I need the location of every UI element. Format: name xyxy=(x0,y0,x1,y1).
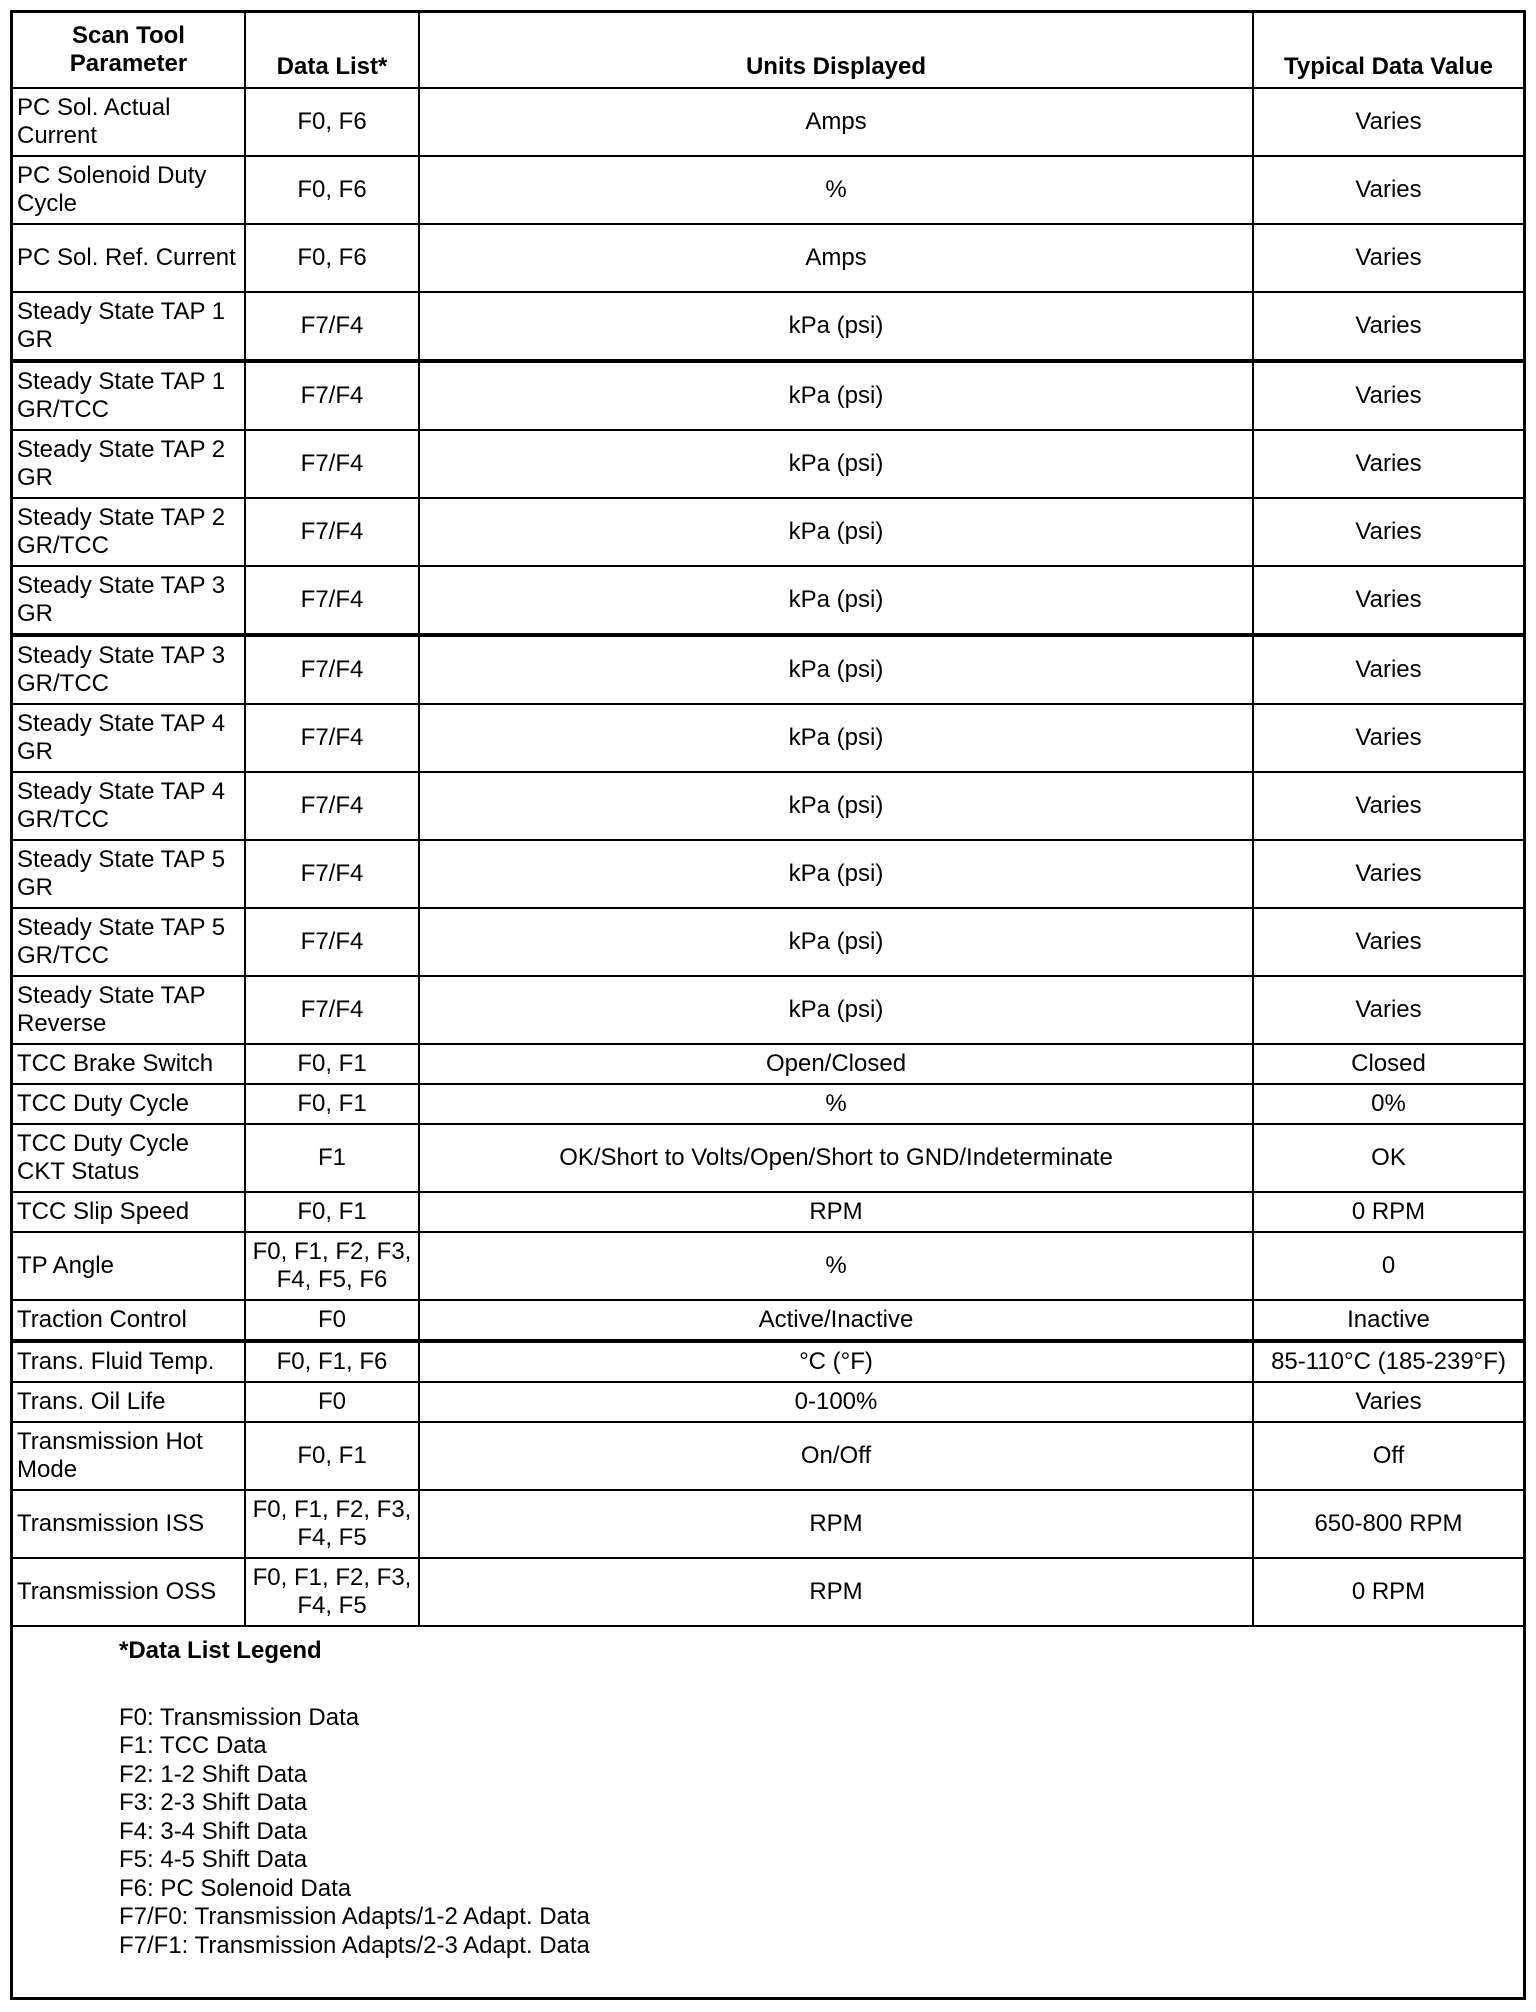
units-cell: kPa (psi) xyxy=(419,566,1253,635)
legend-item: F2: 1-2 Shift Data xyxy=(119,1760,308,1788)
parameter-cell: Steady State TAP 3 GR xyxy=(13,566,245,635)
data-list-cell: F0, F1 xyxy=(245,1422,419,1490)
parameter-cell: Transmission ISS xyxy=(13,1490,245,1558)
data-list-cell: F0, F6 xyxy=(245,156,419,224)
data-list-cell: F7/F4 xyxy=(245,908,419,976)
table-row xyxy=(13,1490,1523,1558)
data-list-cell: F7/F4 xyxy=(245,772,419,840)
typical-value-cell: Varies xyxy=(1253,976,1523,1044)
parameter-cell: Steady State TAP 5 GR/TCC xyxy=(13,908,245,976)
units-cell: kPa (psi) xyxy=(419,292,1253,361)
table-row xyxy=(13,1558,1523,1626)
typical-value-cell: Varies xyxy=(1253,156,1523,224)
table-row xyxy=(13,1192,1523,1232)
data-list-cell: F7/F4 xyxy=(245,430,419,498)
table-row xyxy=(13,566,1523,635)
table-row xyxy=(13,840,1523,908)
parameter-cell: TCC Duty Cycle CKT Status xyxy=(13,1124,245,1192)
table-row xyxy=(13,1124,1523,1192)
data-list-cell: F0 xyxy=(245,1300,419,1341)
header-units: Units Displayed xyxy=(419,13,1253,88)
data-list-cell: F0, F1, F2, F3, F4, F5 xyxy=(245,1558,419,1626)
typical-value-cell: Varies xyxy=(1253,635,1523,704)
header-row xyxy=(13,13,1523,88)
typical-value-cell: 650-800 RPM xyxy=(1253,1490,1523,1558)
data-list-cell: F7/F4 xyxy=(245,840,419,908)
parameter-cell: PC Solenoid Duty Cycle xyxy=(13,156,245,224)
data-list-cell: F7/F4 xyxy=(245,361,419,430)
table-row xyxy=(13,430,1523,498)
data-list-cell: F7/F4 xyxy=(245,976,419,1044)
units-cell: Active/Inactive xyxy=(419,1300,1253,1341)
typical-value-cell: 0 RPM xyxy=(1253,1558,1523,1626)
table-row xyxy=(13,498,1523,566)
parameter-cell: TCC Brake Switch xyxy=(13,1044,245,1084)
typical-value-cell: 0 RPM xyxy=(1253,1192,1523,1232)
units-cell: 0-100% xyxy=(419,1382,1253,1422)
units-cell: Open/Closed xyxy=(419,1044,1253,1084)
parameter-cell: Transmission OSS xyxy=(13,1558,245,1626)
units-cell: kPa (psi) xyxy=(419,908,1253,976)
table-row xyxy=(13,1084,1523,1124)
typical-value-cell: 0 xyxy=(1253,1232,1523,1300)
parameter-cell: Trans. Fluid Temp. xyxy=(13,1341,245,1382)
legend-item: F1: TCC Data xyxy=(119,1732,267,1759)
table-row xyxy=(13,292,1523,361)
typical-value-cell: Off xyxy=(1253,1422,1523,1490)
legend-item: F6: PC Solenoid Data xyxy=(119,1874,352,1902)
parameter-cell: Transmission Hot Mode xyxy=(13,1422,245,1490)
units-cell: kPa (psi) xyxy=(419,772,1253,840)
units-cell: kPa (psi) xyxy=(419,361,1253,430)
parameter-cell: Steady State TAP 2 GR xyxy=(13,430,245,498)
header-parameter: Scan Tool Parameter xyxy=(13,13,245,88)
typical-value-cell: Varies xyxy=(1253,224,1523,292)
parameter-cell: Trans. Oil Life xyxy=(13,1382,245,1422)
legend-title: *Data List Legend xyxy=(119,1637,322,1664)
table-row xyxy=(13,908,1523,976)
table-row xyxy=(13,156,1523,224)
units-cell: RPM xyxy=(419,1490,1253,1558)
document-page xyxy=(10,10,1526,2000)
data-list-cell: F0, F1 xyxy=(245,1192,419,1232)
units-cell: °C (°F) xyxy=(419,1341,1253,1382)
units-cell: kPa (psi) xyxy=(419,430,1253,498)
typical-value-cell: OK xyxy=(1253,1124,1523,1192)
table-row xyxy=(13,1341,1523,1382)
typical-value-cell: Closed xyxy=(1253,1044,1523,1084)
data-list-cell: F0, F1, F6 xyxy=(245,1341,419,1382)
typical-value-cell: Varies xyxy=(1253,430,1523,498)
typical-value-cell: Varies xyxy=(1253,908,1523,976)
legend-item: F7/F0: Transmission Adapts/1-2 Adapt. Data xyxy=(119,1903,590,1930)
data-list-legend xyxy=(13,1627,1523,1960)
data-list-cell: F0, F1, F2, F3, F4, F5, F6 xyxy=(245,1232,419,1300)
parameter-cell: Steady State TAP 1 GR/TCC xyxy=(13,361,245,430)
typical-value-cell: Varies xyxy=(1253,88,1523,156)
parameter-cell: PC Sol. Ref. Current xyxy=(13,224,245,292)
typical-value-cell: Varies xyxy=(1253,498,1523,566)
scan-tool-data-table xyxy=(13,13,1523,1627)
typical-value-cell: Varies xyxy=(1253,772,1523,840)
units-cell: RPM xyxy=(419,1192,1253,1232)
legend-item: F0: Transmission Data xyxy=(119,1703,360,1731)
data-list-cell: F7/F4 xyxy=(245,566,419,635)
table-row xyxy=(13,772,1523,840)
parameter-cell: PC Sol. Actual Current xyxy=(13,88,245,156)
header-typical-value: Typical Data Value xyxy=(1253,13,1523,88)
typical-value-cell: Varies xyxy=(1253,704,1523,772)
table-row xyxy=(13,704,1523,772)
parameter-cell: Steady State TAP 2 GR/TCC xyxy=(13,498,245,566)
units-cell: kPa (psi) xyxy=(419,704,1253,772)
units-cell: On/Off xyxy=(419,1422,1253,1490)
typical-value-cell: Varies xyxy=(1253,840,1523,908)
units-cell: OK/Short to Volts/Open/Short to GND/Indeterminate xyxy=(419,1124,1253,1192)
parameter-cell: Traction Control xyxy=(13,1300,245,1341)
units-cell: Amps xyxy=(419,224,1253,292)
parameter-cell: TCC Slip Speed xyxy=(13,1192,245,1232)
data-list-cell: F0 xyxy=(245,1382,419,1422)
table-row xyxy=(13,635,1523,704)
typical-value-cell: 85-110°C (185-239°F) xyxy=(1253,1341,1523,1382)
legend-item: F3: 2-3 Shift Data xyxy=(119,1789,308,1816)
data-list-cell: F7/F4 xyxy=(245,635,419,704)
typical-value-cell: Inactive xyxy=(1253,1300,1523,1341)
units-cell: kPa (psi) xyxy=(419,976,1253,1044)
parameter-cell: Steady State TAP 5 GR xyxy=(13,840,245,908)
units-cell: kPa (psi) xyxy=(419,635,1253,704)
typical-value-cell: Varies xyxy=(1253,1382,1523,1422)
table-row xyxy=(13,88,1523,156)
data-list-cell: F0, F1 xyxy=(245,1084,419,1124)
parameter-cell: Steady State TAP 4 GR/TCC xyxy=(13,772,245,840)
typical-value-cell: Varies xyxy=(1253,566,1523,635)
legend-item: F7/F1: Transmission Adapts/2-3 Adapt. Data xyxy=(119,1931,590,1959)
table-row xyxy=(13,361,1523,430)
parameter-cell: Steady State TAP Reverse xyxy=(13,976,245,1044)
table-row xyxy=(13,1232,1523,1300)
units-cell: kPa (psi) xyxy=(419,498,1253,566)
units-cell: RPM xyxy=(419,1558,1253,1626)
legend-item: F4: 3-4 Shift Data xyxy=(119,1817,308,1845)
parameter-cell: TCC Duty Cycle xyxy=(13,1084,245,1124)
data-list-cell: F0, F1 xyxy=(245,1044,419,1084)
data-list-cell: F1 xyxy=(245,1124,419,1192)
parameter-cell: TP Angle xyxy=(13,1232,245,1300)
units-cell: Amps xyxy=(419,88,1253,156)
typical-value-cell: 0% xyxy=(1253,1084,1523,1124)
header-data-list: Data List* xyxy=(245,13,419,88)
table-row xyxy=(13,1382,1523,1422)
legend-item: F5: 4-5 Shift Data xyxy=(119,1846,308,1873)
data-list-cell: F7/F4 xyxy=(245,498,419,566)
table-row xyxy=(13,976,1523,1044)
data-list-cell: F0, F6 xyxy=(245,88,419,156)
typical-value-cell: Varies xyxy=(1253,361,1523,430)
data-list-cell: F0, F6 xyxy=(245,224,419,292)
table-row xyxy=(13,224,1523,292)
table-row xyxy=(13,1300,1523,1341)
typical-value-cell: Varies xyxy=(1253,292,1523,361)
table-row xyxy=(13,1044,1523,1084)
units-cell: % xyxy=(419,1232,1253,1300)
parameter-cell: Steady State TAP 3 GR/TCC xyxy=(13,635,245,704)
parameter-cell: Steady State TAP 1 GR xyxy=(13,292,245,361)
data-list-cell: F7/F4 xyxy=(245,704,419,772)
parameter-cell: Steady State TAP 4 GR xyxy=(13,704,245,772)
table-row xyxy=(13,1422,1523,1490)
units-cell: kPa (psi) xyxy=(419,840,1253,908)
data-list-cell: F0, F1, F2, F3, F4, F5 xyxy=(245,1490,419,1558)
data-list-cell: F7/F4 xyxy=(245,292,419,361)
units-cell: % xyxy=(419,156,1253,224)
units-cell: % xyxy=(419,1084,1253,1124)
